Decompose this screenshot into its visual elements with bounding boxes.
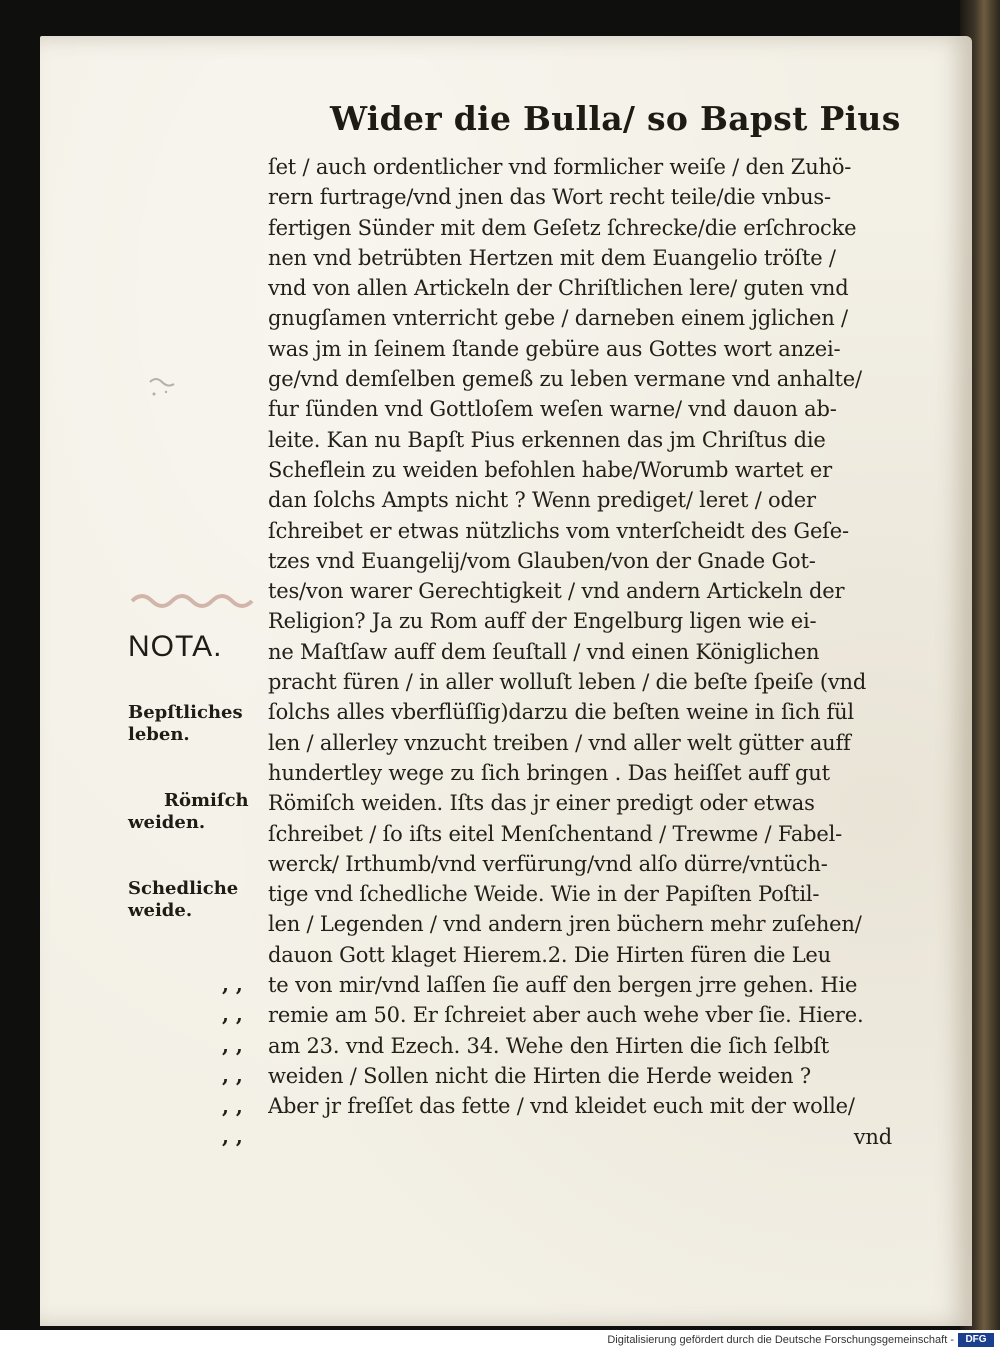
body-text-block — [268, 152, 908, 1152]
marginal-note-roemisch-weiden — [128, 790, 258, 834]
text-line: rern furtrage/vnd jnen das Wort recht teile/die vnbus- — [268, 185, 831, 210]
text-line: weiden / Sollen nicht die Hirten die Herde weiden ? — [268, 1063, 811, 1088]
running-head: Wider die Bulla/ so Bapst Pius — [330, 99, 901, 138]
marginal-note-line: leben. — [128, 724, 190, 745]
text-line: ſchreibet er etwas nützlichs vom vnterſcheidt des Geſe- — [268, 518, 849, 543]
quotation-mark: , , — [222, 1124, 243, 1148]
text-line: werck/ Irthumb/vnd verfürung/vnd alſo dürre/vntüch- — [268, 851, 828, 876]
text-line: len / Legenden / vnd andern jren büchern mehr zuſehen/ — [268, 912, 862, 937]
text-line: ſchreibet / ſo iſts eitel Menſchentand / Trewme / Fabel- — [268, 821, 843, 846]
text-line: tzes vnd Euangelij/vom Glauben/von der Gnade Got- — [268, 548, 816, 573]
text-line: ge/vnd demſelben gemeß zu leben vermane vnd anhalte/ — [268, 367, 862, 392]
footer-credit-text: Digitalisierung gefördert durch die Deutsche Forschungsgemeinschaft - — [607, 1334, 954, 1346]
marginal-note-bepstliches-leben — [128, 702, 258, 746]
text-line: Aber jr freſſet das fette / vnd kleidet euch mit der wolle/ — [268, 1094, 855, 1119]
catchword: vnd — [853, 1124, 892, 1149]
text-line: gnugſamen vnterricht gebe / darneben einem jglichen / — [268, 306, 848, 331]
footer-bar — [0, 1330, 1000, 1351]
dfg-logo: DFG — [958, 1333, 994, 1347]
quotation-mark: , , — [222, 1094, 243, 1118]
quotation-mark: , , — [222, 1063, 243, 1087]
text-line: hundertley wege zu ſich bringen . Das heiſſet auff gut — [268, 760, 830, 785]
quotation-mark: , , — [222, 972, 243, 996]
text-line: te von mir/vnd laſſen ſie auff den bergen jrre gehen. Hie — [268, 973, 858, 998]
text-line: Römiſch weiden. Iſts das jr einer predigt oder etwas — [268, 791, 815, 816]
marginal-note-nota — [128, 630, 222, 664]
text-line: pracht füren / in aller wolluſt leben / die beſte ſpeiſe (vnd — [268, 670, 867, 695]
text-line: fertigen Sünder mit dem Geſetz ſchrecke/die erſchrocke — [268, 215, 857, 240]
marginal-note-line: Römiſch — [164, 790, 249, 811]
text-line: dauon Gott klaget Hierem.2. Die Hirten füren die Leu — [268, 942, 831, 967]
text-line: ſet / auch ordentlicher vnd formlicher weiſe / den Zuhö- — [268, 155, 852, 179]
text-line: am 23. vnd Ezech. 34. Wehe den Hirten die ſich ſelbſt — [268, 1033, 830, 1058]
marginal-note-line: weiden. — [128, 812, 206, 833]
marginal-note-text: NOTA. — [128, 630, 223, 663]
text-line: leite. Kan nu Bapſt Pius erkennen das jm Chriſtus die — [268, 427, 826, 452]
marginal-note-schedliche-weide — [128, 878, 258, 922]
text-line: was jm in ſeinem ſtande gebüre aus Gottes wort anzei- — [268, 336, 841, 361]
text-line: Religion? Ja zu Rom auff der Engelburg ligen wie ei- — [268, 609, 817, 634]
text-line: Scheflein zu weiden befohlen habe/Worumb wartet er — [268, 457, 832, 482]
text-line: dan ſolchs Ampts nicht ? Wenn prediget/ leret / oder — [268, 488, 816, 513]
text-line: remie am 50. Er ſchreiet aber auch wehe vber ſie. Hiere. — [268, 1003, 864, 1028]
ink-bleed-mark — [146, 372, 186, 400]
quotation-mark: , , — [222, 1033, 243, 1057]
quotation-mark: , , — [222, 1002, 243, 1026]
marginal-note-line: weide. — [128, 900, 193, 921]
text-line: vnd von allen Artickeln der Chriſtlichen lere/ guten vnd — [268, 276, 849, 301]
text-line: ſolchs alles vberflüſſig)darzu die beſten weine in ſich fül — [268, 700, 854, 725]
text-line: tes/von warer Gerechtigkeit / vnd andern Artickeln der — [268, 579, 845, 604]
text-line: fur ſünden vnd Gottloſem weſen warne/ vnd dauon ab- — [268, 397, 837, 422]
text-line: tige vnd ſchedliche Weide. Wie in der Papiſten Poſtil- — [268, 882, 820, 907]
red-ink-bleed-mark — [128, 585, 268, 615]
text-line: ne Maſtſaw auff dem ſeuſtall / vnd einen Königlichen — [268, 639, 820, 664]
text-line: nen vnd betrübten Hertzen mit dem Euangelio tröſte / — [268, 245, 836, 270]
marginal-note-line: Schedliche — [128, 878, 239, 899]
text-line: len / allerley vnzucht treiben / vnd aller welt gütter auff — [268, 730, 851, 755]
marginal-note-line: Bepſtliches — [128, 702, 243, 723]
